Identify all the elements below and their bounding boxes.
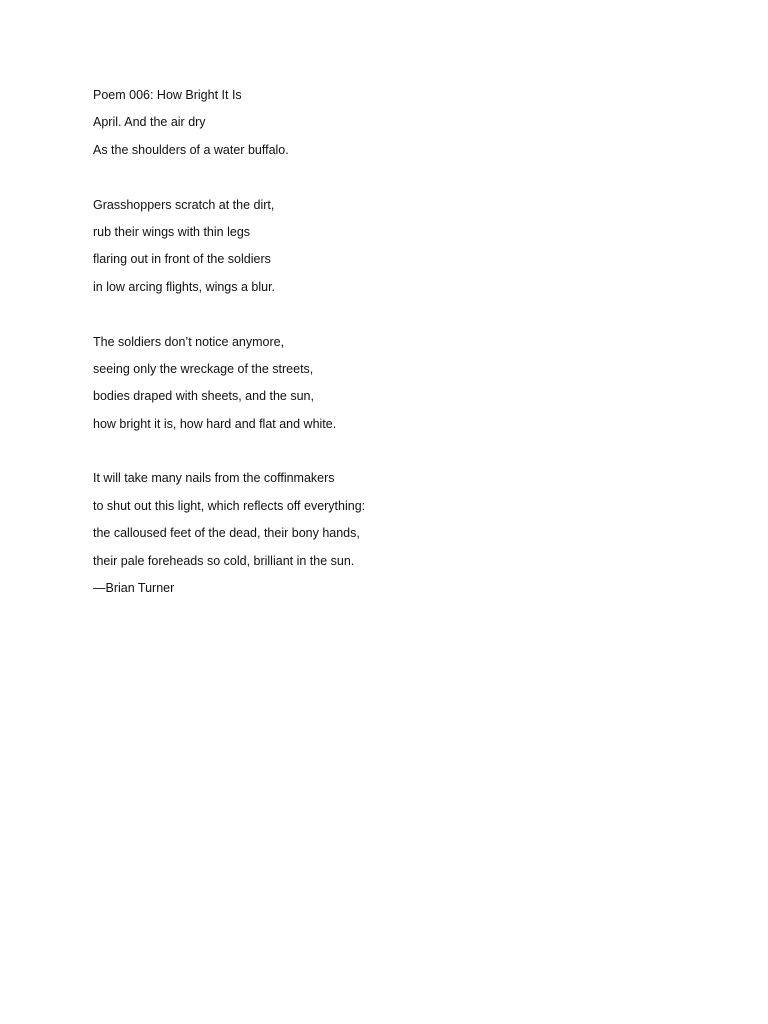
poem-line: seeing only the wreckage of the streets, [93, 361, 314, 376]
poem-line: in low arcing flights, wings a blur. [93, 279, 276, 294]
poem-line: rub their wings with thin legs [93, 224, 251, 239]
stanza-break [93, 168, 693, 195]
stanza-2 [93, 196, 693, 306]
stanza-break [93, 305, 693, 332]
poem-line: to shut out this light, which reflects off everything: [93, 498, 366, 513]
poem [93, 86, 693, 606]
poem-line: The soldiers don’t notice anymore, [93, 334, 285, 349]
poem-title: Poem 006: How Bright It Is [93, 88, 242, 102]
poem-attribution: —Brian Turner [93, 581, 175, 596]
poem-line: the calloused feet of the dead, their bony hands, [93, 526, 360, 541]
poem-line: Grasshoppers scratch at the dirt, [93, 197, 275, 212]
poem-line: As the shoulders of a water buffalo. [93, 142, 289, 157]
poem-line: April. And the air dry [93, 115, 206, 130]
stanza-break [93, 442, 693, 469]
stanza-1 [93, 113, 693, 168]
poem-line: their pale foreheads so cold, brilliant in the sun. [93, 553, 355, 568]
poem-line: flaring out in front of the soldiers [93, 252, 271, 267]
stanza-3 [93, 333, 693, 443]
poem-line: how bright it is, how hard and flat and white. [93, 416, 337, 431]
stanza-4 [93, 469, 693, 579]
poem-line: It will take many nails from the coffinmakers [93, 471, 335, 486]
poem-line: bodies draped with sheets, and the sun, [93, 389, 314, 404]
